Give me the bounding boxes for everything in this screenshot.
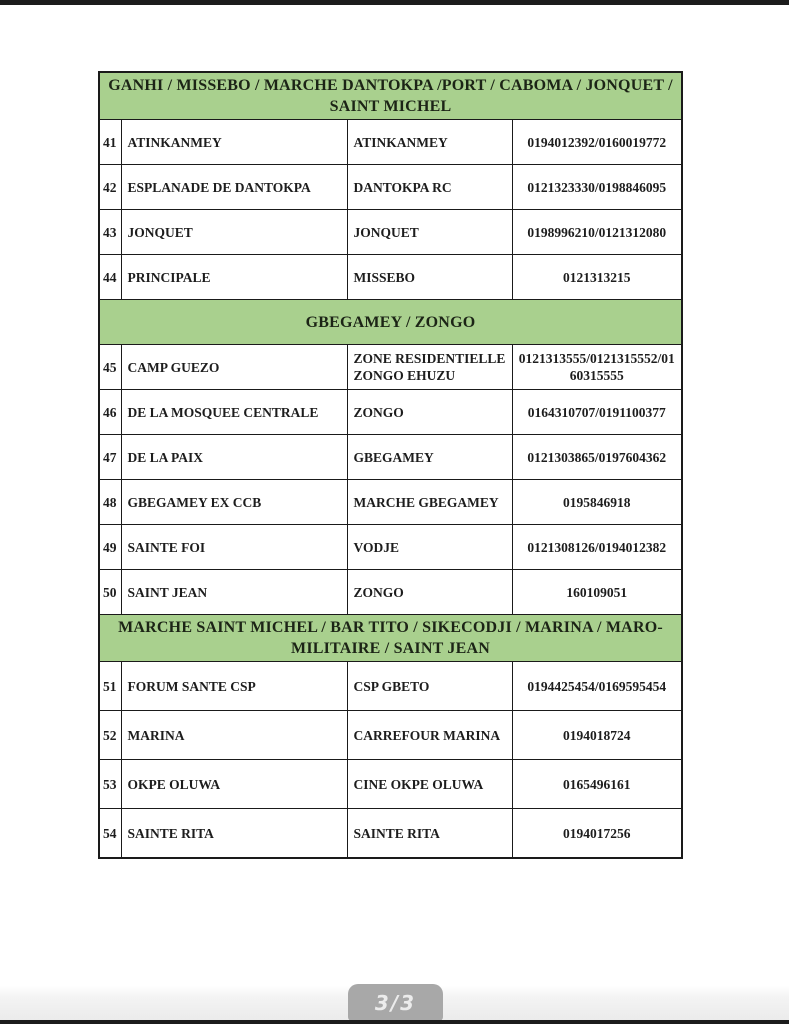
row-phone-cell: 0165496161 [512, 760, 682, 809]
table-row [99, 662, 682, 711]
row-phone-cell: 0121308126/0194012382 [512, 525, 682, 570]
row-phone-cell: 0194012392/0160019772 [512, 120, 682, 165]
section-header-row [99, 72, 682, 120]
row-phone-cell: 160109051 [512, 570, 682, 615]
row-name-cell: SAINTE RITA [121, 809, 347, 859]
row-phone-cell: 0121313555/0121315552/0160315555 [512, 345, 682, 390]
row-name-cell: MARINA [121, 711, 347, 760]
row-name-cell: SAINT JEAN [121, 570, 347, 615]
section-header: GBEGAMEY / ZONGO [99, 300, 682, 345]
row-number-cell: 42 [99, 165, 121, 210]
contacts-table [98, 71, 683, 859]
section-header: MARCHE SAINT MICHEL / BAR TITO / SIKECODJI / MARINA / MARO-MILITAIRE / SAINT JEAN [99, 615, 682, 662]
row-number-cell: 50 [99, 570, 121, 615]
row-location-cell: CSP GBETO [347, 662, 512, 711]
row-name-cell: PRINCIPALE [121, 255, 347, 300]
row-phone-cell: 0121303865/0197604362 [512, 435, 682, 480]
row-name-cell: DE LA PAIX [121, 435, 347, 480]
table-row [99, 345, 682, 390]
top-edge-bar [0, 0, 789, 5]
row-number-cell: 53 [99, 760, 121, 809]
row-name-cell: JONQUET [121, 210, 347, 255]
row-phone-cell: 0198996210/0121312080 [512, 210, 682, 255]
row-location-cell: CINE OKPE OLUWA [347, 760, 512, 809]
row-number-cell: 47 [99, 435, 121, 480]
row-number-cell: 49 [99, 525, 121, 570]
row-number-cell: 43 [99, 210, 121, 255]
row-location-cell: GBEGAMEY [347, 435, 512, 480]
table-row [99, 120, 682, 165]
row-phone-cell: 0194425454/0169595454 [512, 662, 682, 711]
page-indicator-badge [348, 984, 443, 1021]
row-name-cell: ESPLANADE DE DANTOKPA [121, 165, 347, 210]
section-header-row [99, 615, 682, 662]
row-number-cell: 45 [99, 345, 121, 390]
row-phone-cell: 0194018724 [512, 711, 682, 760]
row-number-cell: 44 [99, 255, 121, 300]
row-location-cell: ZONGO [347, 570, 512, 615]
row-location-cell: MISSEBO [347, 255, 512, 300]
contacts-table-body [99, 72, 682, 858]
table-row [99, 570, 682, 615]
row-location-cell: VODJE [347, 525, 512, 570]
table-row [99, 210, 682, 255]
table-row [99, 711, 682, 760]
row-location-cell: MARCHE GBEGAMEY [347, 480, 512, 525]
table-row [99, 165, 682, 210]
row-location-cell: SAINTE RITA [347, 809, 512, 859]
row-location-cell: JONQUET [347, 210, 512, 255]
row-number-cell: 46 [99, 390, 121, 435]
section-header-row [99, 300, 682, 345]
table-row [99, 525, 682, 570]
row-name-cell: GBEGAMEY EX CCB [121, 480, 347, 525]
row-name-cell: CAMP GUEZO [121, 345, 347, 390]
row-location-cell: DANTOKPA RC [347, 165, 512, 210]
document-table-wrap [98, 71, 681, 859]
table-row [99, 809, 682, 859]
table-row [99, 760, 682, 809]
row-name-cell: DE LA MOSQUEE CENTRALE [121, 390, 347, 435]
bottom-edge-bar [0, 1020, 789, 1024]
table-row [99, 255, 682, 300]
row-location-cell: ZONE RESIDENTIELLE ZONGO EHUZU [347, 345, 512, 390]
row-phone-cell: 0121313215 [512, 255, 682, 300]
row-number-cell: 54 [99, 809, 121, 859]
row-phone-cell: 0121323330/0198846095 [512, 165, 682, 210]
table-row [99, 390, 682, 435]
section-header: GANHI / MISSEBO / MARCHE DANTOKPA /PORT / CABOMA / JONQUET / SAINT MICHEL [99, 72, 682, 120]
table-row [99, 435, 682, 480]
row-location-cell: CARREFOUR MARINA [347, 711, 512, 760]
row-location-cell: ZONGO [347, 390, 512, 435]
row-number-cell: 41 [99, 120, 121, 165]
row-phone-cell: 0195846918 [512, 480, 682, 525]
row-phone-cell: 0164310707/0191100377 [512, 390, 682, 435]
row-location-cell: ATINKANMEY [347, 120, 512, 165]
page-indicator-text: 3/3 [374, 990, 417, 1015]
row-phone-cell: 0194017256 [512, 809, 682, 859]
row-number-cell: 52 [99, 711, 121, 760]
row-name-cell: FORUM SANTE CSP [121, 662, 347, 711]
row-name-cell: ATINKANMEY [121, 120, 347, 165]
row-number-cell: 51 [99, 662, 121, 711]
row-number-cell: 48 [99, 480, 121, 525]
row-name-cell: SAINTE FOI [121, 525, 347, 570]
table-row [99, 480, 682, 525]
row-name-cell: OKPE OLUWA [121, 760, 347, 809]
